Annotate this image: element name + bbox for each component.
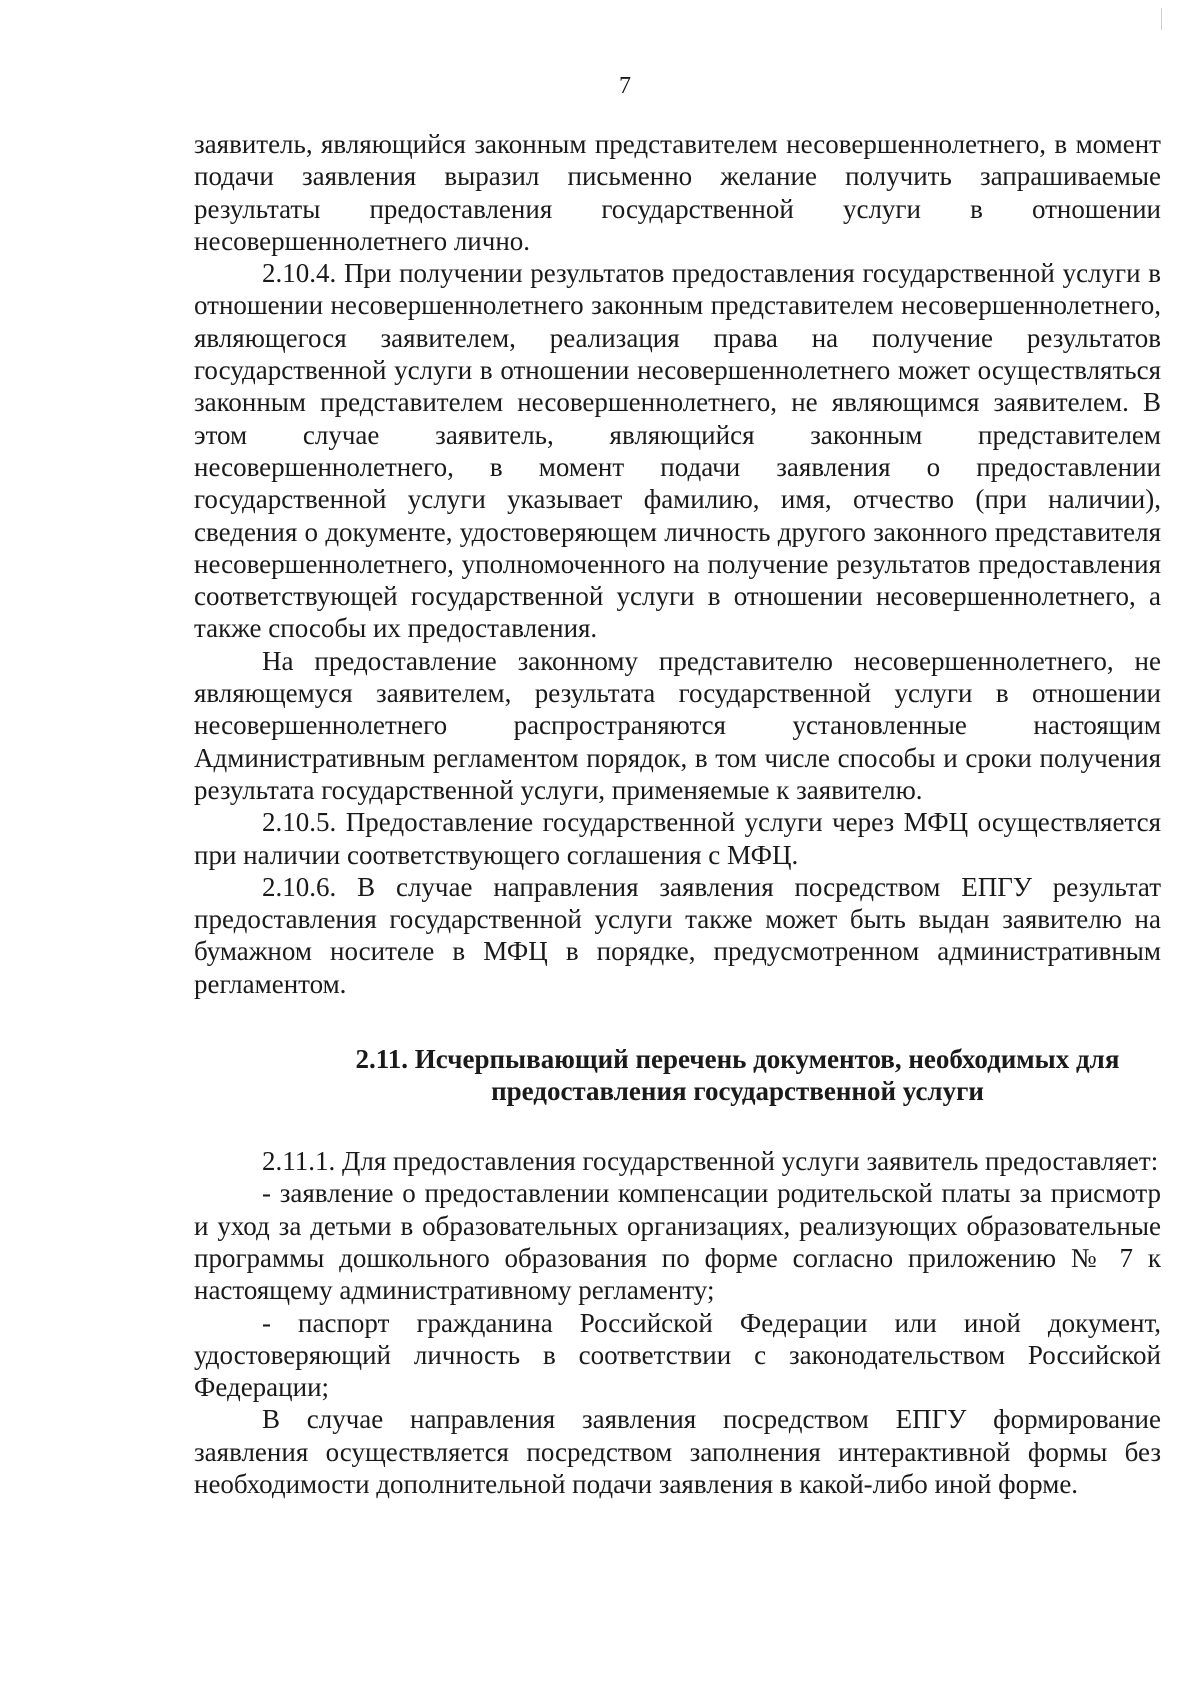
paragraph-legal-representative: На предоставление законному представителю несовершеннолетнего, не являющемуся заявителем, результата государственной услуги в отношении несовершеннолетнего распространяются установленные настоящим Административным регламентом порядок, в том числе способы и сроки получения результата государственной услуги, применяемые к заявителю. [194, 645, 1161, 805]
paragraph-2-10-4: 2.10.4. При получении результатов предоставления государственной услуги в отношении несовершеннолетнего законным представителем несовершеннолетнего, являющегося заявителем, реализация права на получение результатов государственной услуги в отношении несовершеннолетнего может осуществляться законным представителем несовершеннолетнего, не являющимся заявителем. В этом случае заявитель, являющийся законным представителем несовершеннолетнего, в момент подачи заявления о предоставлении государственной услуги указывает фамилию, имя, отчество (при наличии), сведения о документе, удостоверяющем личность другого законного представителя несовершеннолетнего, уполномоченного на получение результатов предоставления соответствующей государственной услуги в отношении несовершеннолетнего, а также способы их предоставления. [194, 258, 1161, 644]
list-item-application: - заявление о предоставлении компенсации родительской платы за присмотр и уход за детьми в образовательных организациях, реализующих образовательные программы дошкольного образования по форме согласно приложению № 7 к настоящему административному регламенту; [194, 1178, 1161, 1306]
paragraph-2-11-1: 2.11.1. Для предоставления государственной услуги заявитель предоставляет: [262, 1146, 1159, 1177]
paragraph-epgu-form: В случае направления заявления посредством ЕПГУ формирование заявления осуществляется посредством заполнения интерактивной формы без необходимости дополнительной подачи заявления в какой-либо иной форме. [194, 1404, 1161, 1499]
paragraph-continuation: заявитель, являющийся законным представителем несовершеннолетнего, в момент подачи заявления выразил письменно желание получить запрашиваемые результаты предоставления государственной услуги в отношении несовершеннолетнего лично. [194, 129, 1161, 256]
document-body [194, 128, 1161, 1500]
page-number: 7 [619, 73, 631, 99]
paragraph-2-10-5: 2.10.5. Предоставление государственной услуги через МФЦ осуществляется при наличии соответствующего соглашения с МФЦ. [194, 807, 1161, 870]
list-item-passport: - паспорт гражданина Российской Федерации или иной документ, удостоверяющий личность в соответствии с законодательством Российской Федерации; [194, 1307, 1161, 1403]
section-heading-2-11: 2.11. Исчерпывающий перечень документов, необходимых для предоставления государственной услуги [355, 1044, 1120, 1107]
paragraph-2-10-6: 2.10.6. В случае направления заявления посредством ЕПГУ результат предоставления государственной услуги также может быть выдан заявителю на бумажном носителе в МФЦ в порядке, предусмотренном административным регламентом. [194, 871, 1161, 999]
scan-artifact [1161, 8, 1162, 30]
